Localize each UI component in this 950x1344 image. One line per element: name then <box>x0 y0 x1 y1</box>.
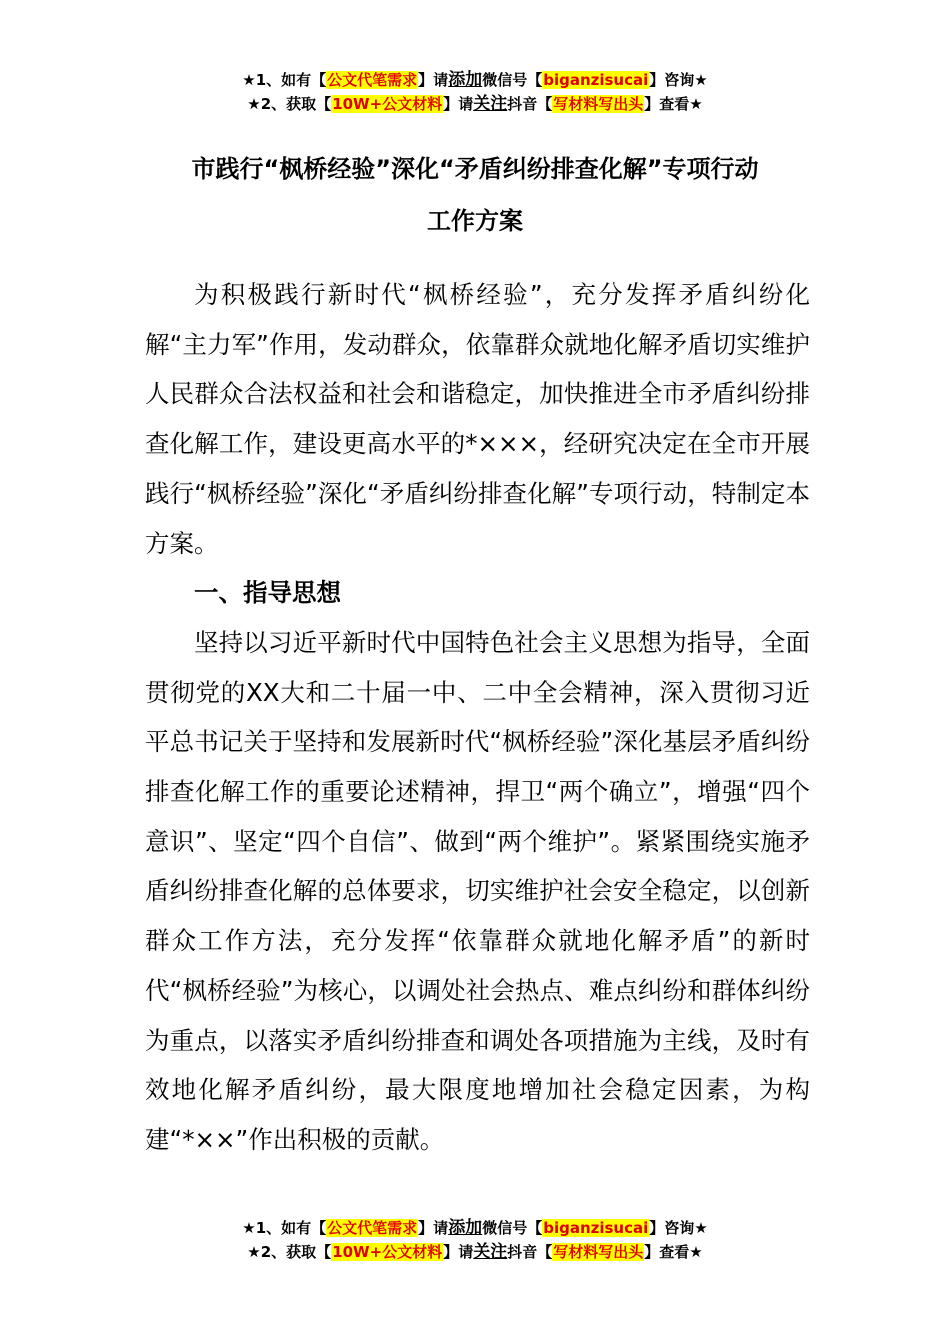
banner-emphasis: 关注 <box>473 94 508 114</box>
banner-emphasis: 关注 <box>473 1242 508 1262</box>
banner-line-2 <box>0 92 950 116</box>
banner-highlight: 10W+公文材料 <box>332 1243 443 1261</box>
banner-highlight: 写材料写出头 <box>553 1243 644 1261</box>
banner-text: ★2、获取【 <box>247 1243 332 1261</box>
banner-text: ★1、如有【 <box>242 71 327 89</box>
banner-emphasis: 添加 <box>448 70 483 90</box>
banner-top <box>0 68 950 116</box>
banner-text: ★2、获取【 <box>247 95 332 113</box>
intro-paragraph: 为积极践行新时代“枫桥经验”，充分发挥矛盾纠纷化解“主力军”作用，发动群众，依靠群众就地化解矛盾切实维护人民群众合法权益和社会和谐稳定，加快推进全市矛盾纠纷排查化解工作，建设更高水平的*×××，经研究决定在全市开展践行“枫桥经验”深化“矛盾纠纷排查化解”专项行动，特制定本方案。 <box>145 280 810 558</box>
banner-highlight: biganzisucai <box>543 71 649 89</box>
document-title-line-2: 工作方案 <box>427 207 523 235</box>
document-title: 市践行“枫桥经验”深化“矛盾纠纷排查化解”专项行动 <box>191 155 759 183</box>
banner-text: 微信号【 <box>482 71 543 89</box>
banner-text: 】请 <box>418 71 449 89</box>
banner-text: 抖音【 <box>507 1243 553 1261</box>
banner-text: 】请 <box>443 95 474 113</box>
banner-highlight: 10W+公文材料 <box>332 95 443 113</box>
banner-text: 】咨询★ <box>649 71 708 89</box>
banner-text: 】查看★ <box>644 95 703 113</box>
banner-highlight: biganzisucai <box>543 1219 649 1237</box>
banner-line-1 <box>0 68 950 92</box>
banner-text: ★1、如有【 <box>242 1219 327 1237</box>
banner-text: 】请 <box>418 1219 449 1237</box>
document-body <box>145 270 810 1165</box>
banner-highlight: 公文代笔需求 <box>327 71 418 89</box>
section-heading: 一、指导思想 <box>194 578 341 608</box>
banner-highlight: 公文代笔需求 <box>327 1219 418 1237</box>
banner-text: 微信号【 <box>482 1219 543 1237</box>
banner-highlight: 写材料写出头 <box>553 95 644 113</box>
banner-emphasis: 添加 <box>448 1218 483 1238</box>
banner-text: 抖音【 <box>507 95 553 113</box>
section-paragraph: 坚持以习近平新时代中国特色社会主义思想为指导，全面贯彻党的XX大和二十届一中、二中全会精神，深入贯彻习近平总书记关于坚持和发展新时代“枫桥经验”深化基层矛盾纠纷排查化解工作的重要论述精神，捍卫“两个确立”，增强“四个意识”、坚定“四个自信”、做到“两个维护”。紧紧围绕实施矛盾纠纷排查化解的总体要求，切实维护社会安全稳定，以创新群众工作方法，充分发挥“依靠群众就地化解矛盾”的新时代“枫桥经验”为核心，以调处社会热点、难点纠纷和群体纠纷为重点，以落实矛盾纠纷排查和调处各项措施为主线，及时有效地化解矛盾纠纷，最大限度地增加社会稳定因素，为构建“*××”作出积极的贡献。 <box>145 627 810 1154</box>
banner-text: 】咨询★ <box>649 1219 708 1237</box>
banner-bottom <box>0 1216 950 1264</box>
banner-text: 】请 <box>443 1243 474 1261</box>
banner-text: 】查看★ <box>644 1243 703 1261</box>
banner-line-1 <box>0 1216 950 1240</box>
banner-line-2 <box>0 1240 950 1264</box>
